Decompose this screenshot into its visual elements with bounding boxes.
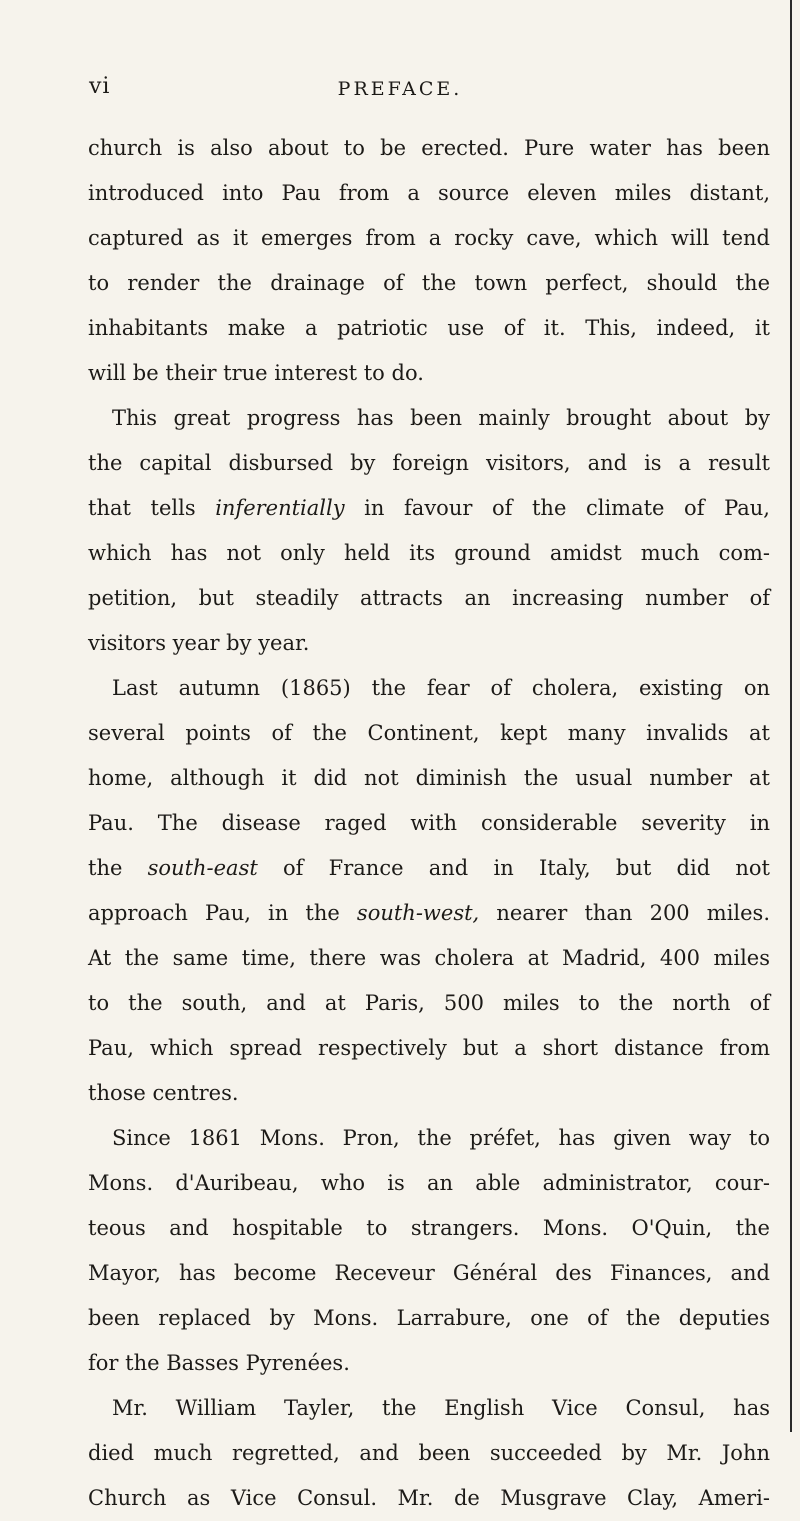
text-line: Mons. d'Auribeau, who is an able administrator, cour- — [88, 1171, 770, 1195]
text-line: Since 1861 Mons. Pron, the préfet, has given way to — [112, 1126, 770, 1150]
text-line: several points of the Continent, kept many invalids at — [88, 721, 770, 745]
running-head: PREFACE. — [337, 78, 463, 100]
text-line: teous and hospitable to strangers. Mons. O'Quin, the — [88, 1216, 770, 1240]
line-text: approach Pau, in the — [88, 901, 357, 925]
text-line: will be their true interest to do. — [88, 361, 424, 385]
text-line: which has not only held its ground amidst much com- — [88, 541, 770, 565]
page-number: vi — [89, 74, 111, 99]
text-line: petition, but steadily attracts an increasing number of — [88, 586, 770, 610]
line-text: of France and in Italy, but did not — [257, 856, 770, 880]
text-line — [88, 846, 770, 891]
line-text: in favour of the climate of Pau, — [344, 496, 770, 520]
line-text: that tells — [88, 496, 216, 520]
text-line: the capital disbursed by foreign visitors, and is a result — [88, 451, 770, 475]
text-line: to the south, and at Paris, 500 miles to the north of — [88, 991, 770, 1015]
text-line: church is also about to be erected. Pure water has been — [88, 136, 770, 160]
text-line: Mayor, has become Receveur Général des Finances, and — [88, 1261, 770, 1285]
text-line: At the same time, there was cholera at Madrid, 400 miles — [88, 946, 770, 970]
body-text — [88, 126, 770, 1521]
text-line: inhabitants make a patriotic use of it. This, indeed, it — [88, 316, 770, 340]
italic-emphasis: south-east — [147, 856, 258, 880]
text-line: Pau, which spread respectively but a short distance from — [88, 1036, 770, 1060]
text-line: This great progress has been mainly brought about by — [112, 406, 770, 430]
italic-emphasis: inferentially — [215, 496, 345, 520]
text-line: those centres. — [88, 1081, 239, 1105]
text-line — [88, 486, 770, 531]
text-line: introduced into Pau from a source eleven miles distant, — [88, 181, 770, 205]
line-text: nearer than 200 miles. — [479, 901, 771, 925]
text-line: captured as it emerges from a rocky cave, which will tend — [88, 226, 770, 250]
text-line: been replaced by Mons. Larrabure, one of the deputies — [88, 1306, 770, 1330]
text-line — [88, 891, 770, 936]
text-line: Last autumn (1865) the fear of cholera, existing on — [112, 676, 770, 700]
text-line: visitors year by year. — [88, 631, 310, 655]
text-line: to render the drainage of the town perfect, should the — [88, 271, 770, 295]
text-line: home, although it did not diminish the usual number at — [88, 766, 770, 790]
text-line: for the Basses Pyrenées. — [88, 1351, 350, 1375]
italic-emphasis: south-west, — [356, 901, 480, 925]
text-line: died much regretted, and been succeeded by Mr. John — [88, 1441, 770, 1465]
text-line: Pau. The disease raged with considerable severity in — [88, 811, 770, 835]
text-line: Church as Vice Consul. Mr. de Musgrave Clay, Ameri- — [88, 1486, 770, 1510]
page-edge — [790, 0, 792, 1432]
text-line: Mr. William Tayler, the English Vice Consul, has — [112, 1396, 770, 1420]
line-text: the — [88, 856, 148, 880]
